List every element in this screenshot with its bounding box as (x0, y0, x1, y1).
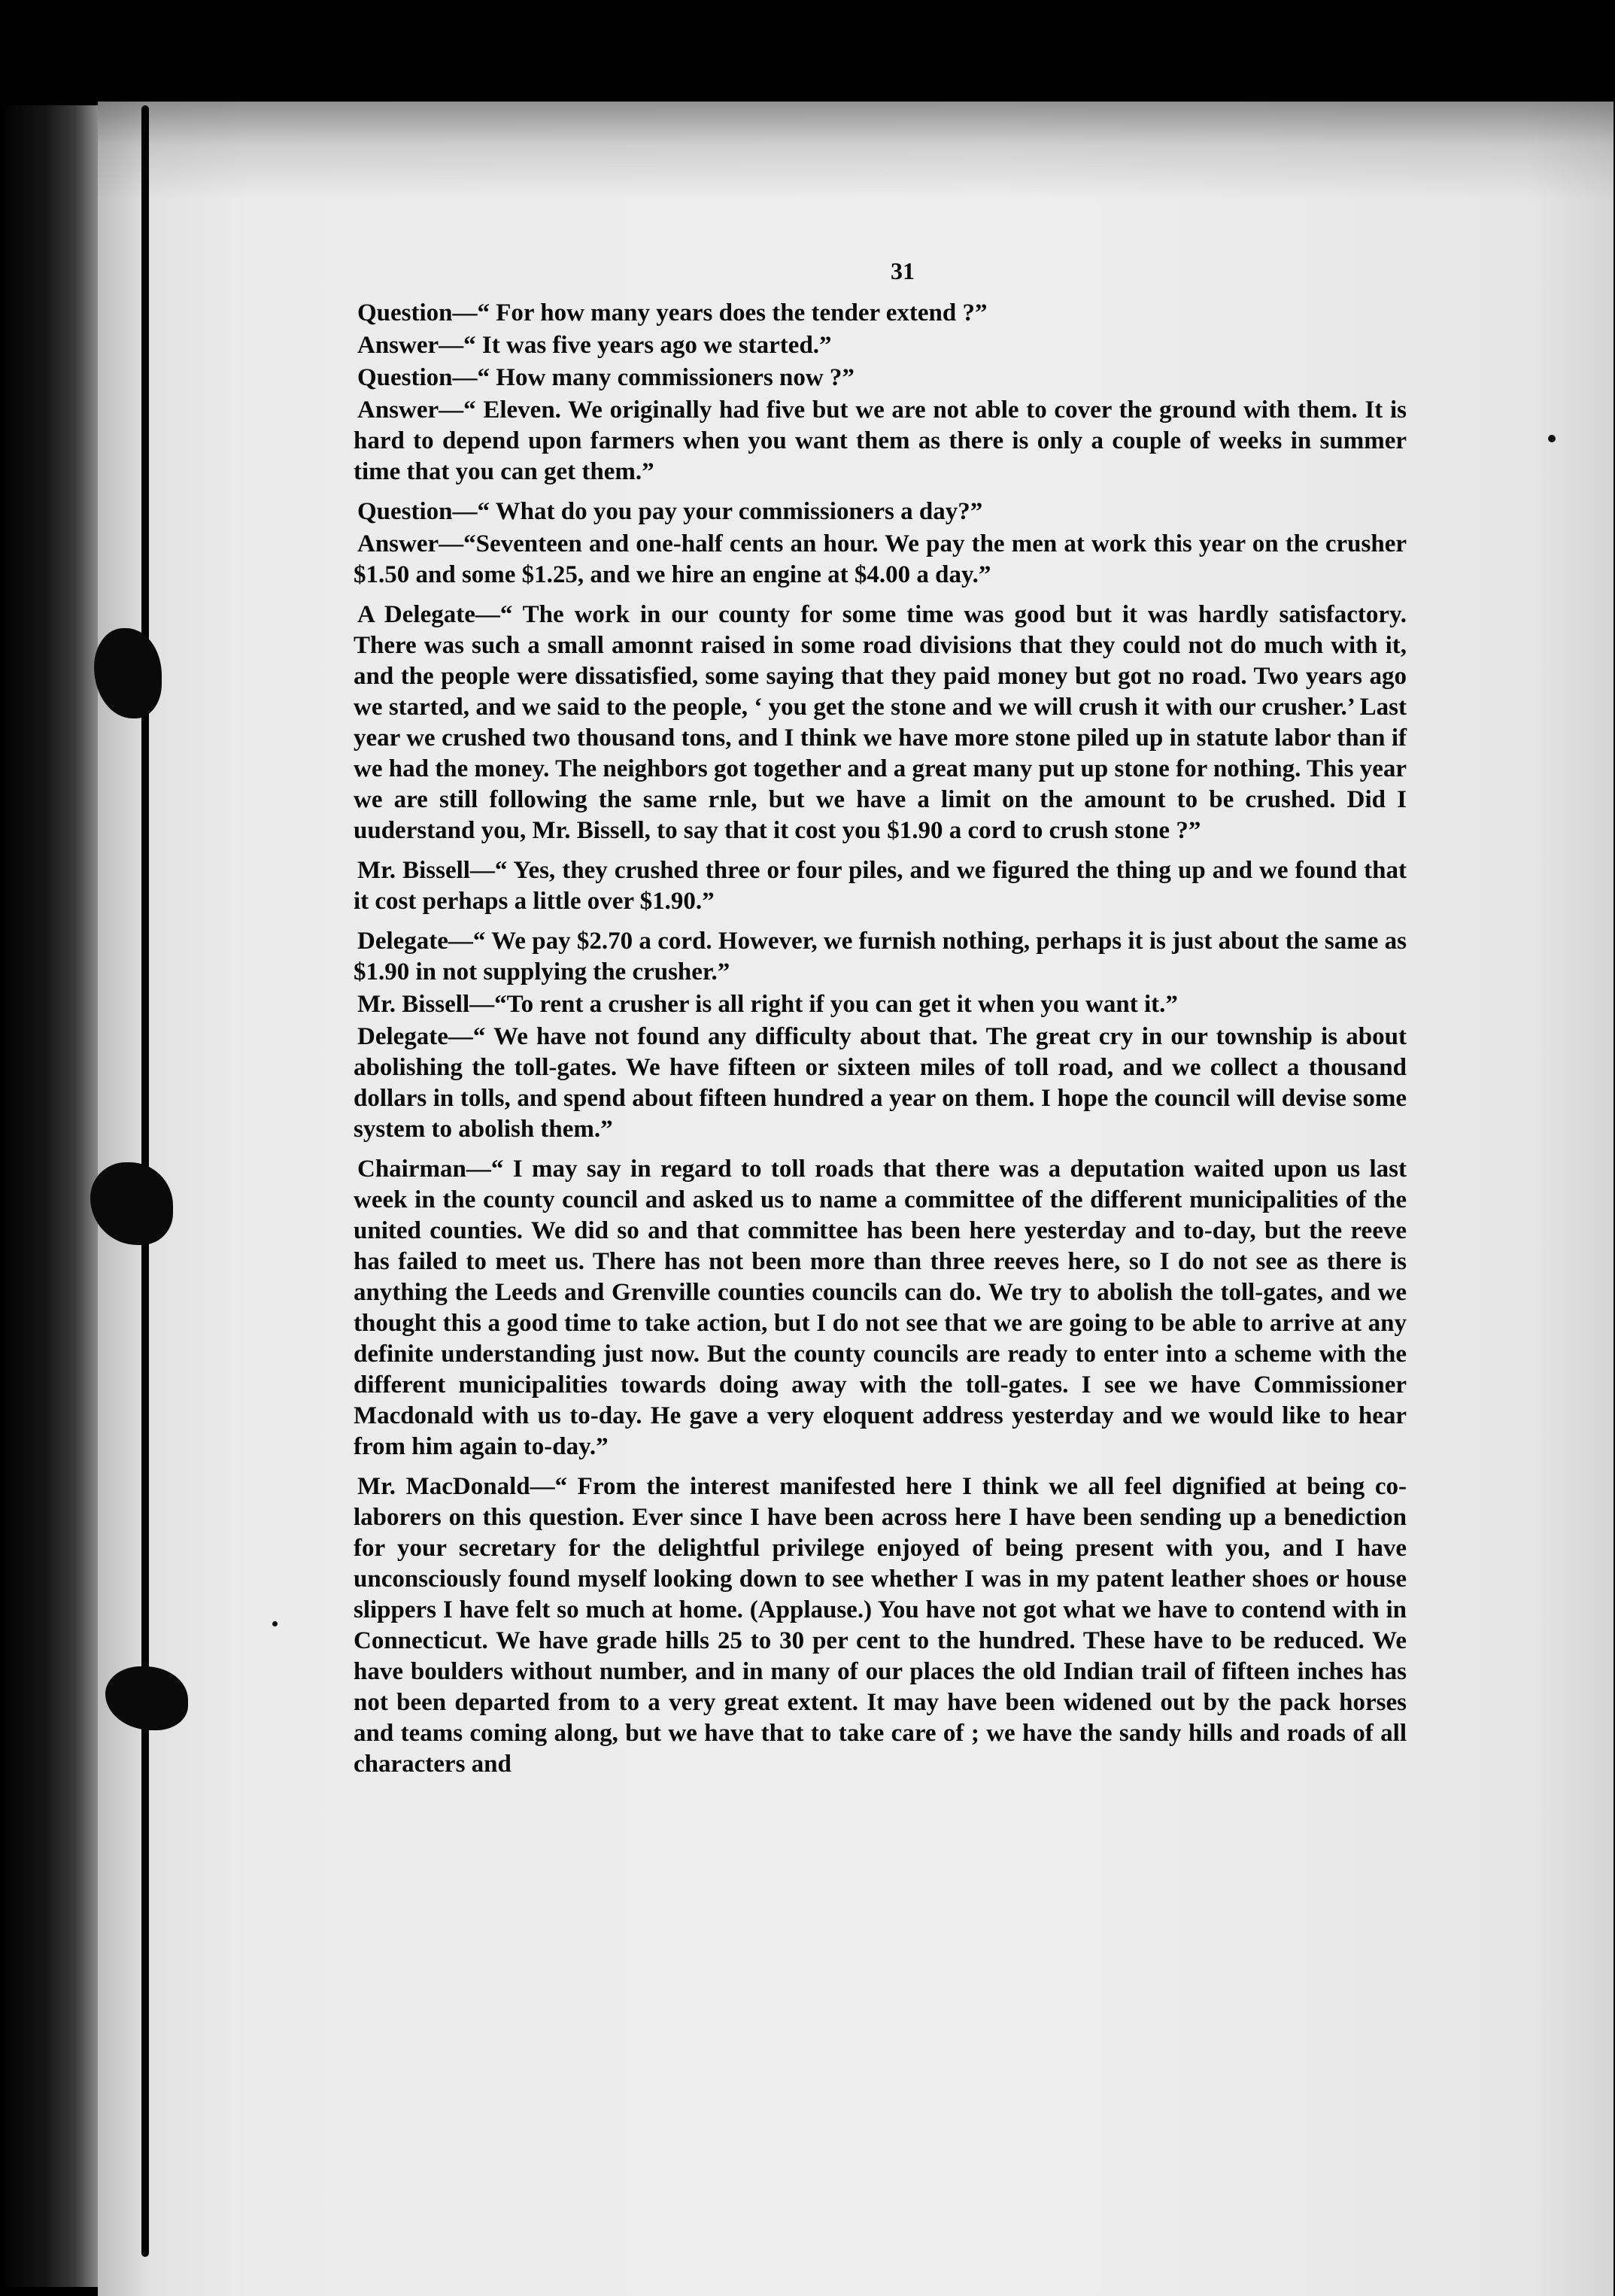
left-page-edge (0, 105, 98, 2287)
chairman-statement: Chairman—“ I may say in regard to toll roads that there was a deputation waited upon us last week in the county council and asked us to name a committee of the different municipalities of the united counties. We did so and that committee has been here yesterday and to-day, but the reeve has failed to meet us. There has not been more than three reeves here, so I do not see as there is anything the Leeds and Grenville counties councils can do. We try to abolish the toll-gates, and we thought this a good time to take action, but I do not see that we are going to be able to arrive at any definite understanding just now. But the county councils are ready to enter into a scheme with the different municipalities towards doing away with the toll-gates. I see we have Commissioner Macdonald with us to-day. He gave a very eloquent address yesterday and we would like to hear from him again to-day.” (354, 1156, 1407, 1460)
answer-eleven: Answer—“ Eleven. We originally had five but we are not able to cover the ground with them. It is hard to depend upon farmers when you want them as there is only a couple of weeks in summer time that you can get them.” (354, 396, 1407, 485)
delegate-toll-gates: Delegate—“ We have not found any difficulty about that. The great cry in our township is about abolishing the toll-gates. We have fifteen or sixteen miles of toll road, and we collect a thousand dollars in tolls, and spend about fifteen hundred a year on them. I hope the council will devise some system to abolish them.” (354, 1023, 1407, 1143)
bissell-reply: Mr. Bissell—“ Yes, they crushed three or four piles, and we figured the thing up and we found that it cost perhaps a little over $1.90.” (354, 857, 1407, 915)
delegate-statement: A Delegate—“ The work in our county for some time was good but it was hardly satisfactory. There was such a small amonnt raised in some road divisions that they could not do much with it, and the people were dissatisfied, some saying that they paid money but got no road. Two years ago we started, and we said to the people, ‘ you get the stone and we will crush it with our crusher.’ Last year we crushed two thousand tons, and I think we have more stone piled up in statute labor than if we had the money. The neighbors got together and a great many put up stone for nothing. This year we are still following the same rnle, but we have a limit on the amount to be crushed. Did I uuderstand you, Mr. Bissell, to say that it cost you $1.90 a cord to crush stone ?” (354, 601, 1407, 844)
question-commissioners: Question—“ How many commissioners now ?” (357, 364, 855, 391)
answer-pay: Answer—“Seventeen and one-half cents an hour. We pay the men at work this year on the crusher $1.50 and some $1.25, and we hire an engine at $4.00 a day.” (354, 530, 1407, 588)
ink-speck (1548, 435, 1556, 442)
macdonald-statement: Mr. MacDonald—“ From the interest manifested here I think we all feel dignified at being co-laborers on this question. Ever since I have been across here I have been sending up a benediction for your secretary for the delightful privilege enjoyed of being present with you, and I have unconsciously found myself looking down to see whether I was in my patent leather shoes or house slippers I have felt so much at home. (Applause.) You have not got what we have to contend with in Connecticut. We have grade hills 25 to 30 per cent to the hundred. These have to be reduced. We have boulders without number, and in many of our places the old Indian trail of fifteen inches has not been departed from to a very great extent. It may have been widened out by the pack horses and teams coming along, but we have that to take care of ; we have the sandy hills and roads of all characters and (354, 1473, 1407, 1778)
document-text (354, 248, 1407, 1781)
bissell-rent-crusher: Mr. Bissell—“To rent a crusher is all right if you can get it when you want it.” (357, 991, 1178, 1018)
ink-speck (272, 1621, 278, 1626)
delegate-cord-price: Delegate—“ We pay $2.70 a cord. However, we furnish nothing, perhaps it is just about the same as $1.90 in not supplying the crusher.” (354, 928, 1407, 986)
page-number: 31 (891, 257, 915, 284)
question-tender-years: Question—“ For how many years does the tender extend ?” (357, 299, 988, 326)
question-pay: Question—“ What do you pay your commissioners a day?” (357, 498, 983, 525)
top-shadow (98, 102, 1613, 199)
answer-five-years: Answer—“ It was five years ago we started.” (357, 332, 832, 359)
